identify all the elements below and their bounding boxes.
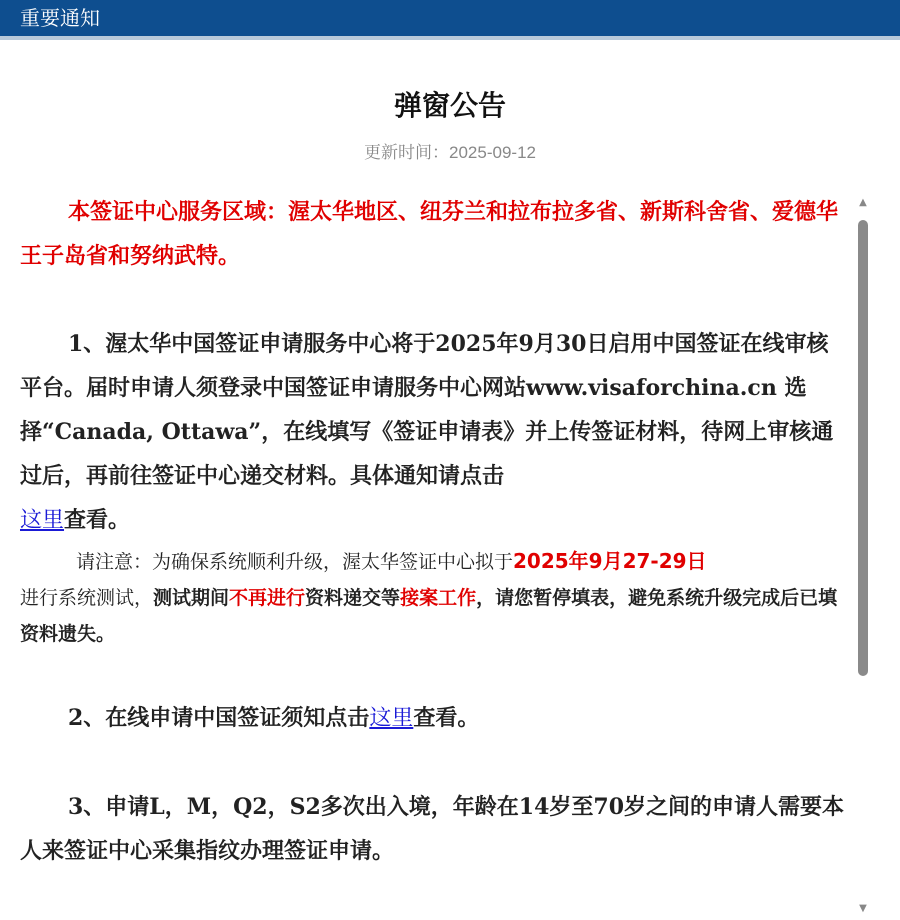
service-area-notice: 本签证中心服务区域：渥太华地区、纽芬兰和拉布拉多省、新斯科舍省、爱德华王子岛省和努纳武特。 bbox=[20, 199, 839, 269]
scroll-down-arrow-icon[interactable]: ▼ bbox=[859, 903, 867, 914]
spacer bbox=[20, 741, 846, 785]
vertical-scrollbar[interactable] bbox=[856, 196, 870, 916]
item-3: 3、申请L，M，Q2，S2多次出入境，年龄在14岁至70岁之间的申请人需要本人来签证中心采集指纹办理签证申请。 bbox=[20, 794, 845, 864]
scrollbar-thumb[interactable] bbox=[858, 220, 868, 676]
note-prefix: 请注意：为确保系统顺利升级，渥太华签证中心拟于 bbox=[76, 551, 514, 573]
dialog-title: 重要通知 bbox=[20, 6, 100, 30]
item-1-suffix: 查看。 bbox=[64, 507, 131, 533]
note-bold-2: 资料递交等 bbox=[305, 587, 401, 609]
item-2 bbox=[20, 696, 846, 741]
dialog-title-bar bbox=[0, 0, 900, 40]
spacer bbox=[20, 652, 846, 696]
item-2-text: 2、在线申请中国签证须知点击 bbox=[68, 705, 370, 731]
item-2-suffix: 查看。 bbox=[413, 705, 480, 731]
spacer bbox=[20, 278, 846, 322]
item-1 bbox=[20, 322, 846, 543]
item-1-text: 1、渥太华中国签证申请服务中心将于2025年9月30日启用中国签证在线审核平台。届时申请人须登录中国签证申请服务中心网站www.visaforchina.cn 选择“Canada, Ottawa”，在线填写《签证申请表》并上传签证材料，待网上审核通过后，再前往签证中心递交材料。具体通知请点击 bbox=[20, 331, 834, 489]
notice-heading: 弹窗公告 bbox=[393, 89, 506, 122]
update-time-value: 2025-09-12 bbox=[449, 143, 536, 162]
item-1-link[interactable]: 这里 bbox=[20, 508, 65, 533]
note-mid: 进行系统测试， bbox=[20, 587, 154, 609]
update-time-label: 更新时间： bbox=[364, 143, 450, 163]
note-bold-3: ，请您暂停填表，避免系统升级完成后已填资料遗失。 bbox=[20, 587, 838, 645]
scroll-up-arrow-icon[interactable]: ▲ bbox=[859, 197, 867, 208]
note-red-1: 不再进行 bbox=[229, 587, 306, 609]
upgrade-note bbox=[20, 543, 846, 652]
item-2-link[interactable]: 这里 bbox=[369, 706, 414, 731]
note-dates: 2025年9月27-29日 bbox=[513, 549, 707, 573]
notice-content[interactable] bbox=[20, 190, 846, 920]
note-bold-1: 测试期间 bbox=[153, 587, 230, 609]
note-red-2: 接案工作 bbox=[400, 587, 477, 609]
update-time bbox=[0, 138, 900, 163]
